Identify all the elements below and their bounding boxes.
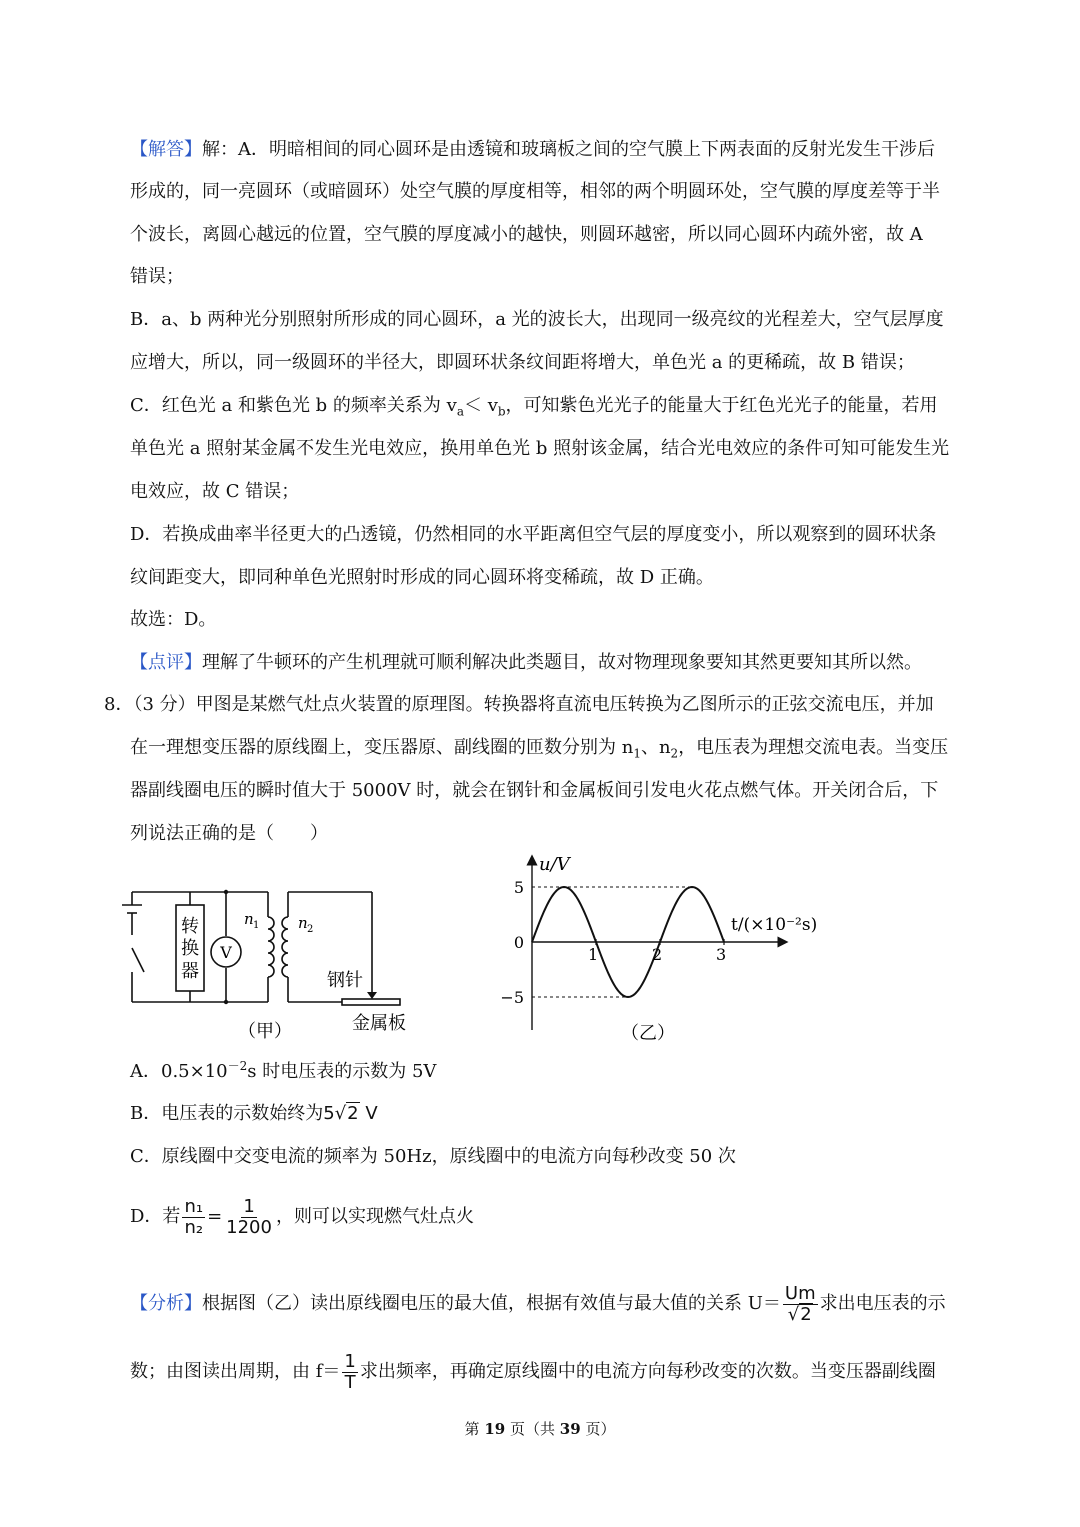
chart-caption: （乙） [621, 1023, 675, 1044]
converter-char-3: 器 [181, 961, 199, 982]
converter-char-2: 换 [181, 938, 199, 959]
voltage-chart [495, 850, 835, 1050]
x-tick-label: 3 [716, 945, 727, 964]
analysis-line-2: 数；由图读出周期，由 f＝ $\frac{1}{T}$ 求出频率，再确定原线圈中的电流方向每秒改变的次数。当变压器副线圈 [130, 1350, 936, 1393]
answer-option-c-line-1: C．红色光 a 和紫色光 b 的频率关系为 $v_a< v_b$，可知紫色光光子的能量大于红色光光子的能量，若用 [130, 395, 938, 419]
y-tick-label: 5 [513, 878, 524, 897]
answer-option-b-line-2: 应增大，所以，同一级圆环的半径大，即圆环状条纹间距将增大，单色光 a 的更稀疏，故 B 错误； [130, 352, 915, 373]
plate-label: 金属板 [352, 1013, 406, 1034]
answer-tag: 【解答】 [130, 139, 202, 160]
question-line-2: 在一理想变压器的原线圈上，变压器原、副线圈的匝数分别为 $n_1$、$n_2$，电压表为理想交流电表。当变压 [130, 737, 949, 761]
circuit-caption: （甲） [238, 1021, 292, 1042]
option-d: D．若 $\frac{\text{n₁}}{\text{n₂}}$ = $\frac{1}{1200}$ ，则可以实现燃气灶点火 [130, 1195, 474, 1238]
converter-char-1: 转 [181, 916, 199, 937]
answer-line-4: 错误； [130, 266, 184, 287]
n2-label: n [298, 914, 308, 932]
turns-ratio-fraction: $\frac{\text{n₁}}{\text{n₂}}$ [184, 1195, 204, 1238]
comment-tag: 【点评】 [130, 652, 202, 673]
option-c: C．原线圈中交变电流的频率为 50Hz，原线圈中的电流方向每秒改变 50 次 [130, 1146, 736, 1167]
answer-line-2: 形成的，同一亮圆环（或暗圆环）处空气膜的厚度相等，相邻的两个明圆环处，空气膜的厚度差等于半 [130, 181, 940, 202]
needle-label: 钢针 [327, 970, 363, 991]
page-number: 19 [484, 1420, 506, 1438]
page-footer: 第 19 页（共 39 页） [464, 1420, 616, 1438]
voltmeter-label: V [220, 943, 232, 962]
answer-option-c-line-3: 电效应，故 C 错误； [130, 481, 300, 502]
answer-line-3: 个波长，离圆心越远的位置，空气膜的厚度减小的越快，则圆环越密，所以同心圆环内疏外密，故 A [130, 224, 923, 245]
answer-line-1: 【解答】解：A．明暗相间的同心圆环是由透镜和玻璃板之间的空气膜上下两表面的反射光发生干涉后 [130, 139, 935, 160]
comment-line: 【点评】理解了牛顿环的产生机理就可顺利解决此类题目，故对物理现象要知其然更要知其所以然。 [130, 652, 922, 673]
y-tick-label: −5 [500, 988, 524, 1007]
n1-sub: 1 [253, 920, 260, 931]
option-a: A．$0.5\times 10^{-2}s$ 时电压表的示数为 5V [130, 1059, 437, 1082]
ratio-value-fraction: $\frac{1}{1200}$ [226, 1195, 272, 1238]
analysis-tag: 【分析】 [130, 1293, 202, 1314]
answer-option-d-line-1: D．若换成曲率半径更大的凸透镜，仍然相同的水平距离但空气层的厚度变小，所以观察到的圆环状条 [130, 524, 937, 545]
answer-option-d-line-2: 纹间距变大，即同种单色光照射时形成的同心圆环将变稀疏，故 D 正确。 [130, 567, 714, 588]
analysis-line-1: 【分析】根据图（乙）读出原线圈电压的最大值，根据有效值与最大值的关系 U＝ $\frac{Um}{√2}$ 求出电压表的示 [130, 1282, 946, 1325]
x-tick-label: 2 [652, 945, 663, 964]
x-axis-label: t/(×10⁻²s) [731, 915, 818, 935]
effective-value-fraction: $\frac{Um}{√2}$ [784, 1282, 816, 1325]
n2-sub: 2 [307, 924, 314, 935]
question-line-4: 列说法正确的是（ ） [130, 823, 328, 844]
x-tick-label: 1 [588, 945, 599, 964]
total-pages: 39 [559, 1420, 581, 1438]
question-line-3: 器副线圈电压的瞬时值大于 5000V 时，就会在钢针和金属板间引发电火花点燃气体。开关闭合后，下 [130, 780, 939, 801]
frequency-fraction: $\frac{1}{T}$ [344, 1350, 356, 1393]
answer-option-c-line-2: 单色光 a 照射某金属不发生光电效应，换用单色光 b 照射该金属，结合光电效应的条件可知可能发生光 [130, 438, 950, 459]
answer-choice: 故选：D。 [130, 609, 217, 630]
sqrt-expression: 5√2 V [323, 1103, 378, 1124]
question-line-1: 8．（3 分）甲图是某燃气灶点火装置的原理图。转换器将直流电压转换为乙图所示的正弦交流电压，并加 [104, 694, 934, 715]
option-b: B．电压表的示数始终为5√2 V [130, 1103, 378, 1124]
n1-label: n [244, 910, 254, 928]
y-tick-label: 0 [513, 933, 524, 952]
circuit-diagram [120, 880, 430, 1050]
answer-option-b-line-1: B．a、b 两种光分别照射所形成的同心圆环，a 光的波长大，出现同一级亮纹的光程差大，空气层厚度 [130, 309, 944, 330]
y-axis-label: u/V [539, 854, 570, 875]
